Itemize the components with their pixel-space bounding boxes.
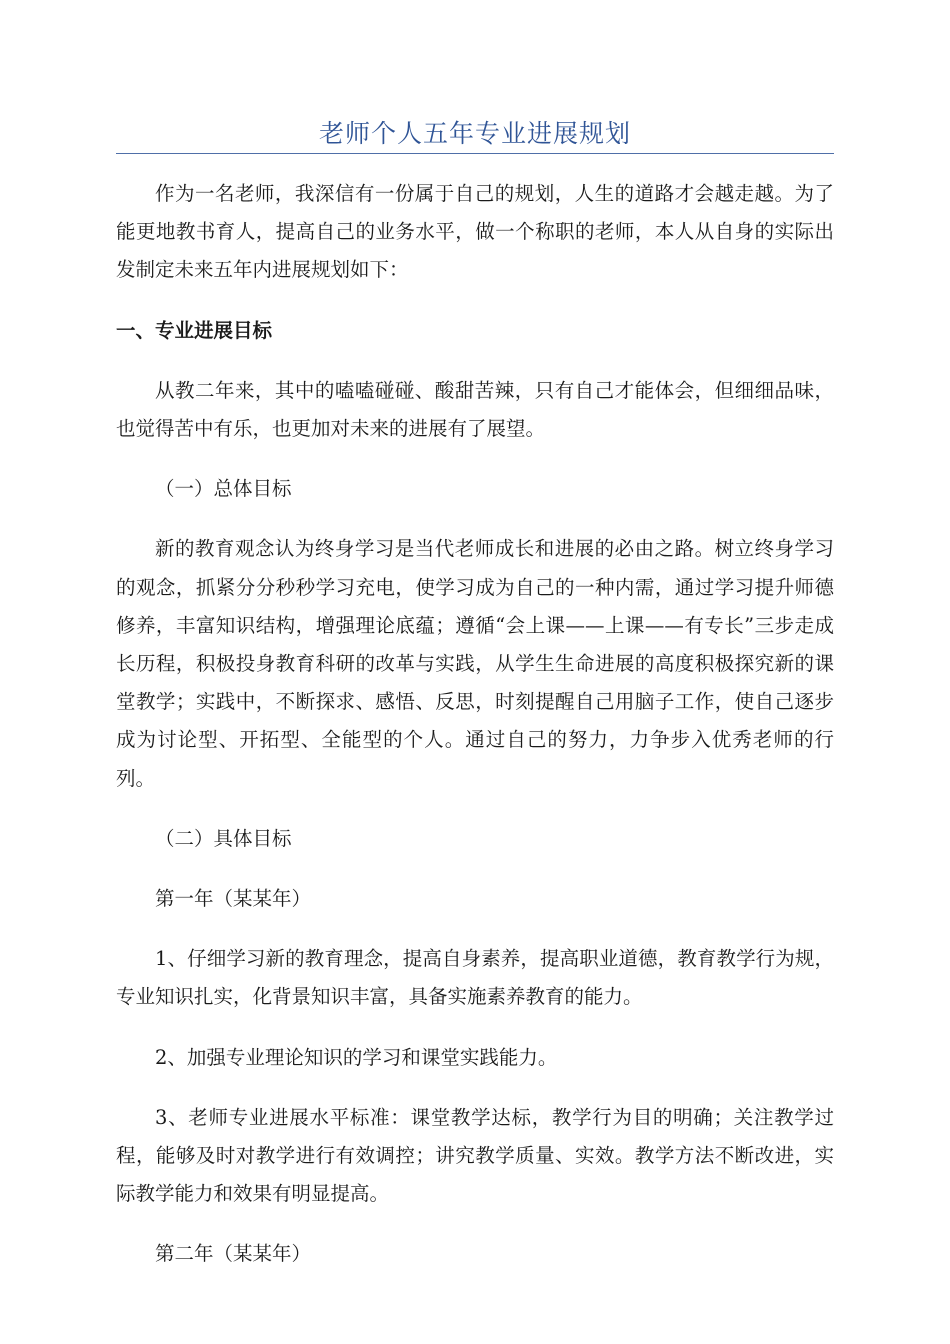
- document-title: 老师个人五年专业进展规划: [318, 119, 631, 148]
- year1-item-2: 2、加强专业理论知识的学习和课堂实践能力。: [155, 1045, 558, 1069]
- year1-heading: 第一年（某某年）: [155, 887, 312, 911]
- section-goals-paragraph: 从教二年来，其中的嗑嗑碰碰、酸甜苦辣，只有自己才能体会，但细细品味，也觉得苦中有乐，也更加对未来的进展有了展望。: [116, 378, 834, 441]
- section-heading-goals: 一、专业进展目标: [116, 318, 273, 342]
- subheading-overall: （一）总体目标: [155, 477, 292, 501]
- document-body: [116, 175, 834, 1296]
- year1-item-3: 3、老师专业进展水平标准：课堂教学达标，教学行为目的明确；关注教学过程，能够及时对教学进行有效调控；讲究教学质量、实效。教学方法不断改进，实际教学能力和效果有明显提高。: [116, 1105, 834, 1206]
- subheading-specific: （二）具体目标: [155, 826, 292, 850]
- overall-paragraph: 新的教育观念认为终身学习是当代老师成长和进展的必由之路。树立终身学习的观念，抓紧分分秒秒学习充电，使学习成为自己的一种内需，通过学习提升师德修养，丰富知识结构，增强理论底蕴；遵循“会上课——上课——有专长”三步走成长历程，积极投身教育科研的改革与实践，从学生生命进展的高度积极探究新的课堂教学；实践中，不断探求、感悟、反思，时刻提醒自己用脑子工作，使自己逐步成为讨论型、开拓型、全能型的个人。通过自己的努力，力争步入优秀老师的行列。: [116, 537, 834, 790]
- title-underline: [116, 153, 834, 154]
- year2-heading: 第二年（某某年）: [155, 1242, 312, 1266]
- year1-item-1: 1、仔细学习新的教育理念，提高自身素养，提高职业道德，教育教学行为规，专业知识扎实，化背景知识丰富，具备实施素养教育的能力。: [116, 947, 834, 1009]
- intro-paragraph: 作为一名老师，我深信有一份属于自己的规划，人生的道路才会越走越。为了能更地教书育人，提高自己的业务水平，做一个称职的老师，本人从自身的实际出发制定未来五年内进展规划如下：: [116, 182, 834, 282]
